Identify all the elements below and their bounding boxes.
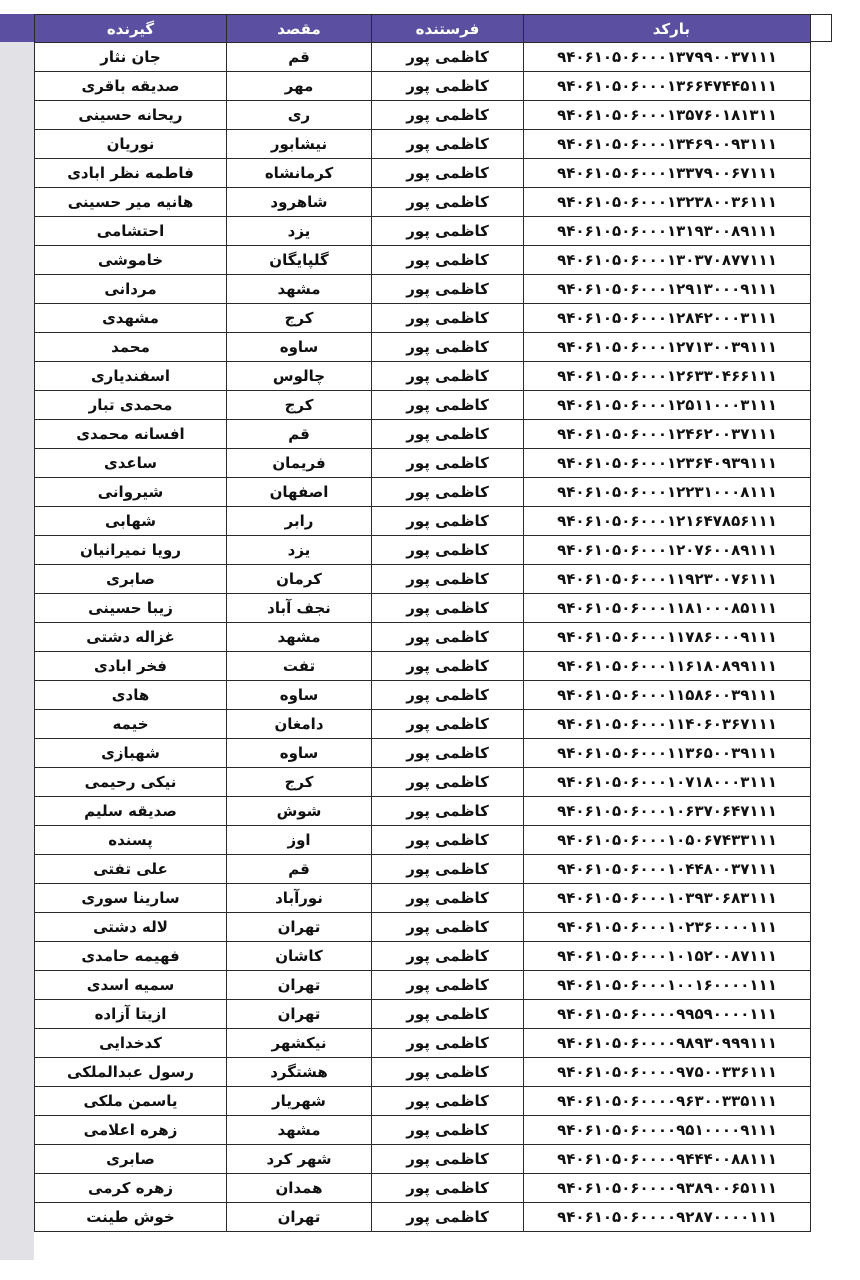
cell-destination[interactable]: مشهد xyxy=(227,275,372,304)
cell-destination[interactable]: نورآباد xyxy=(227,884,372,913)
cell-destination[interactable]: ساوه xyxy=(227,681,372,710)
cell-sender[interactable]: کاظمی پور xyxy=(372,710,524,739)
cell-receiver[interactable]: احتشامی xyxy=(35,217,227,246)
cell-sender[interactable]: کاظمی پور xyxy=(372,1058,524,1087)
cell-receiver[interactable]: ازیتا آزاده xyxy=(35,1000,227,1029)
cell-sender[interactable]: کاظمی پور xyxy=(372,478,524,507)
table-row[interactable] xyxy=(35,681,811,710)
cell-sender[interactable]: کاظمی پور xyxy=(372,188,524,217)
cell-barcode[interactable]: ۹۴۰۶۱۰۵۰۶۰۰۰۰۹۸۹۳۰۹۹۹۱۱۱ xyxy=(524,1029,811,1058)
cell-destination[interactable]: کرمانشاه xyxy=(227,159,372,188)
cell-sender[interactable]: کاظمی پور xyxy=(372,333,524,362)
cell-sender[interactable]: کاظمی پور xyxy=(372,449,524,478)
table-row[interactable] xyxy=(35,1087,811,1116)
header-receiver[interactable]: گیرنده xyxy=(35,15,227,43)
cell-receiver[interactable]: غزاله دشتی xyxy=(35,623,227,652)
cell-receiver[interactable]: رسول عبدالملکی xyxy=(35,1058,227,1087)
cell-barcode[interactable]: ۹۴۰۶۱۰۵۰۶۰۰۰۱۳۴۶۹۰۰۹۳۱۱۱ xyxy=(524,130,811,159)
cell-sender[interactable]: کاظمی پور xyxy=(372,768,524,797)
cell-sender[interactable]: کاظمی پور xyxy=(372,942,524,971)
cell-barcode[interactable]: ۹۴۰۶۱۰۵۰۶۰۰۰۱۰۶۳۷۰۶۴۷۱۱۱ xyxy=(524,797,811,826)
table-row[interactable] xyxy=(35,43,811,72)
cell-barcode[interactable]: ۹۴۰۶۱۰۵۰۶۰۰۰۱۱۶۱۸۰۸۹۹۱۱۱ xyxy=(524,652,811,681)
cell-destination[interactable]: اوز xyxy=(227,826,372,855)
cell-barcode[interactable]: ۹۴۰۶۱۰۵۰۶۰۰۰۱۱۹۲۳۰۰۷۶۱۱۱ xyxy=(524,565,811,594)
cell-barcode[interactable]: ۹۴۰۶۱۰۵۰۶۰۰۰۱۰۷۱۸۰۰۰۳۱۱۱ xyxy=(524,768,811,797)
table-row[interactable] xyxy=(35,217,811,246)
table-row[interactable] xyxy=(35,1000,811,1029)
cell-barcode[interactable]: ۹۴۰۶۱۰۵۰۶۰۰۰۱۳۳۷۹۰۰۶۷۱۱۱ xyxy=(524,159,811,188)
header-band-extension xyxy=(0,14,34,42)
cell-barcode[interactable]: ۹۴۰۶۱۰۵۰۶۰۰۰۱۳۶۶۴۷۴۴۵۱۱۱ xyxy=(524,72,811,101)
cell-receiver[interactable]: زهره کرمی xyxy=(35,1174,227,1203)
cell-barcode[interactable]: ۹۴۰۶۱۰۵۰۶۰۰۰۱۰۱۵۲۰۰۸۷۱۱۱ xyxy=(524,942,811,971)
table-row[interactable] xyxy=(35,913,811,942)
cell-destination[interactable]: کرج xyxy=(227,391,372,420)
table-row[interactable] xyxy=(35,246,811,275)
cell-sender[interactable]: کاظمی پور xyxy=(372,1145,524,1174)
cell-sender[interactable]: کاظمی پور xyxy=(372,391,524,420)
table-row[interactable] xyxy=(35,362,811,391)
cell-sender[interactable]: کاظمی پور xyxy=(372,681,524,710)
cell-barcode[interactable]: ۹۴۰۶۱۰۵۰۶۰۰۰۱۳۵۷۶۰۱۸۱۳۱۱ xyxy=(524,101,811,130)
cell-barcode[interactable]: ۹۴۰۶۱۰۵۰۶۰۰۰۰۹۹۵۹۰۰۰۰۱۱۱ xyxy=(524,1000,811,1029)
cell-receiver[interactable]: صدیقه باقری xyxy=(35,72,227,101)
cell-sender[interactable]: کاظمی پور xyxy=(372,913,524,942)
table-row[interactable] xyxy=(35,594,811,623)
cell-barcode[interactable]: ۹۴۰۶۱۰۵۰۶۰۰۰۱۱۷۸۶۰۰۰۹۱۱۱ xyxy=(524,623,811,652)
shipments-table xyxy=(34,14,811,1232)
cell-barcode[interactable]: ۹۴۰۶۱۰۵۰۶۰۰۰۱۳۰۳۷۰۸۷۷۱۱۱ xyxy=(524,246,811,275)
table-row[interactable] xyxy=(35,1174,811,1203)
cell-sender[interactable]: کاظمی پور xyxy=(372,246,524,275)
table-row[interactable] xyxy=(35,797,811,826)
cell-destination[interactable]: ری xyxy=(227,101,372,130)
cell-destination[interactable]: نیشابور xyxy=(227,130,372,159)
cell-destination[interactable]: ساوه xyxy=(227,739,372,768)
cell-sender[interactable]: کاظمی پور xyxy=(372,623,524,652)
cell-destination[interactable]: رابر xyxy=(227,507,372,536)
table-row[interactable] xyxy=(35,1145,811,1174)
table-row[interactable] xyxy=(35,159,811,188)
cell-destination[interactable]: گلپایگان xyxy=(227,246,372,275)
left-margin-strip xyxy=(0,42,34,1260)
cell-receiver[interactable]: فخر ابادی xyxy=(35,652,227,681)
cell-receiver[interactable]: جان نثار xyxy=(35,43,227,72)
cell-barcode[interactable]: ۹۴۰۶۱۰۵۰۶۰۰۰۱۱۴۰۶۰۳۶۷۱۱۱ xyxy=(524,710,811,739)
cell-destination[interactable]: تهران xyxy=(227,971,372,1000)
table-row[interactable] xyxy=(35,130,811,159)
cell-receiver[interactable]: هادی xyxy=(35,681,227,710)
table-row[interactable] xyxy=(35,739,811,768)
cell-sender[interactable]: کاظمی پور xyxy=(372,72,524,101)
cell-destination[interactable]: کرج xyxy=(227,304,372,333)
table-row[interactable] xyxy=(35,768,811,797)
cell-destination[interactable]: شهر کرد xyxy=(227,1145,372,1174)
cell-barcode[interactable]: ۹۴۰۶۱۰۵۰۶۰۰۰۱۲۹۱۳۰۰۰۹۱۱۱ xyxy=(524,275,811,304)
cell-receiver[interactable]: فهیمه حامدی xyxy=(35,942,227,971)
cell-receiver[interactable]: شیروانی xyxy=(35,478,227,507)
table-row[interactable] xyxy=(35,623,811,652)
cell-sender[interactable]: کاظمی پور xyxy=(372,101,524,130)
cell-sender[interactable]: کاظمی پور xyxy=(372,565,524,594)
table-row[interactable] xyxy=(35,710,811,739)
cell-sender[interactable]: کاظمی پور xyxy=(372,507,524,536)
cell-sender[interactable]: کاظمی پور xyxy=(372,594,524,623)
header-row xyxy=(35,15,811,43)
cell-destination[interactable]: یزد xyxy=(227,536,372,565)
cell-receiver[interactable]: مشهدی xyxy=(35,304,227,333)
cell-destination[interactable]: مشهد xyxy=(227,1116,372,1145)
table-row[interactable] xyxy=(35,971,811,1000)
cell-sender[interactable]: کاظمی پور xyxy=(372,420,524,449)
cell-barcode[interactable]: ۹۴۰۶۱۰۵۰۶۰۰۰۱۱۳۶۵۰۰۳۹۱۱۱ xyxy=(524,739,811,768)
table-row[interactable] xyxy=(35,304,811,333)
cell-destination[interactable]: قم xyxy=(227,420,372,449)
cell-barcode[interactable]: ۹۴۰۶۱۰۵۰۶۰۰۰۱۰۵۰۶۷۴۳۳۱۱۱ xyxy=(524,826,811,855)
cell-receiver[interactable]: رویا نمیرانیان xyxy=(35,536,227,565)
spreadsheet xyxy=(34,14,810,1232)
cell-destination[interactable]: کرمان xyxy=(227,565,372,594)
cell-sender[interactable]: کاظمی پور xyxy=(372,855,524,884)
table-row[interactable] xyxy=(35,855,811,884)
table-row[interactable] xyxy=(35,942,811,971)
header-sender[interactable]: فرستنده xyxy=(372,15,524,43)
header-barcode[interactable]: بارکد xyxy=(524,15,811,43)
table-row[interactable] xyxy=(35,507,811,536)
table-row[interactable] xyxy=(35,188,811,217)
cell-barcode[interactable]: ۹۴۰۶۱۰۵۰۶۰۰۰۰۹۴۴۴۰۰۸۸۱۱۱ xyxy=(524,1145,811,1174)
cell-receiver[interactable]: خیمه xyxy=(35,710,227,739)
cell-destination[interactable]: تفت xyxy=(227,652,372,681)
cell-barcode[interactable]: ۹۴۰۶۱۰۵۰۶۰۰۰۱۲۱۶۴۷۸۵۶۱۱۱ xyxy=(524,507,811,536)
cell-receiver[interactable]: افسانه محمدی xyxy=(35,420,227,449)
cell-barcode[interactable]: ۹۴۰۶۱۰۵۰۶۰۰۰۰۹۶۳۰۰۳۳۵۱۱۱ xyxy=(524,1087,811,1116)
cell-barcode[interactable]: ۹۴۰۶۱۰۵۰۶۰۰۰۱۲۴۶۲۰۰۳۷۱۱۱ xyxy=(524,420,811,449)
cell-sender[interactable]: کاظمی پور xyxy=(372,1203,524,1232)
cell-destination[interactable]: شوش xyxy=(227,797,372,826)
cell-destination[interactable]: قم xyxy=(227,855,372,884)
cell-receiver[interactable]: علی تفتی xyxy=(35,855,227,884)
table-body xyxy=(35,43,811,1232)
cell-destination[interactable]: شاهرود xyxy=(227,188,372,217)
header-corner-cell xyxy=(810,14,832,42)
cell-barcode[interactable]: ۹۴۰۶۱۰۵۰۶۰۰۰۱۲۳۶۴۰۹۳۹۱۱۱ xyxy=(524,449,811,478)
cell-destination[interactable]: مشهد xyxy=(227,623,372,652)
cell-destination[interactable]: تهران xyxy=(227,1000,372,1029)
cell-barcode[interactable]: ۹۴۰۶۱۰۵۰۶۰۰۰۱۲۲۳۱۰۰۰۸۱۱۱ xyxy=(524,478,811,507)
table-row[interactable] xyxy=(35,1116,811,1145)
cell-receiver[interactable]: نوریان xyxy=(35,130,227,159)
cell-sender[interactable]: کاظمی پور xyxy=(372,971,524,1000)
cell-sender[interactable]: کاظمی پور xyxy=(372,275,524,304)
cell-barcode[interactable]: ۹۴۰۶۱۰۵۰۶۰۰۰۱۲۰۷۶۰۰۸۹۱۱۱ xyxy=(524,536,811,565)
cell-barcode[interactable]: ۹۴۰۶۱۰۵۰۶۰۰۰۱۱۵۸۶۰۰۳۹۱۱۱ xyxy=(524,681,811,710)
cell-barcode[interactable]: ۹۴۰۶۱۰۵۰۶۰۰۰۱۱۸۱۰۰۰۸۵۱۱۱ xyxy=(524,594,811,623)
cell-sender[interactable]: کاظمی پور xyxy=(372,130,524,159)
cell-destination[interactable]: کرج xyxy=(227,768,372,797)
cell-barcode[interactable]: ۹۴۰۶۱۰۵۰۶۰۰۰۰۹۲۸۷۰۰۰۰۱۱۱ xyxy=(524,1203,811,1232)
table-row[interactable] xyxy=(35,72,811,101)
cell-destination[interactable]: شهریار xyxy=(227,1087,372,1116)
cell-destination[interactable]: مهر xyxy=(227,72,372,101)
cell-receiver[interactable]: سمیه اسدی xyxy=(35,971,227,1000)
table-row[interactable] xyxy=(35,536,811,565)
cell-destination[interactable]: تهران xyxy=(227,1203,372,1232)
cell-sender[interactable]: کاظمی پور xyxy=(372,797,524,826)
cell-destination[interactable]: نجف آباد xyxy=(227,594,372,623)
cell-destination[interactable]: کاشان xyxy=(227,942,372,971)
cell-destination[interactable]: نیکشهر xyxy=(227,1029,372,1058)
cell-receiver[interactable]: زهره اعلامی xyxy=(35,1116,227,1145)
cell-barcode[interactable]: ۹۴۰۶۱۰۵۰۶۰۰۰۱۲۶۳۳۰۴۶۶۱۱۱ xyxy=(524,362,811,391)
table-row[interactable] xyxy=(35,1203,811,1232)
cell-sender[interactable]: کاظمی پور xyxy=(372,1000,524,1029)
cell-barcode[interactable]: ۹۴۰۶۱۰۵۰۶۰۰۰۱۰۲۳۶۰۰۰۰۱۱۱ xyxy=(524,913,811,942)
table-row[interactable] xyxy=(35,420,811,449)
table-row[interactable] xyxy=(35,565,811,594)
cell-receiver[interactable]: سارینا سوری xyxy=(35,884,227,913)
cell-receiver[interactable]: یاسمن ملکی xyxy=(35,1087,227,1116)
table-row[interactable] xyxy=(35,478,811,507)
cell-barcode[interactable]: ۹۴۰۶۱۰۵۰۶۰۰۰۱۰۰۱۶۰۰۰۰۱۱۱ xyxy=(524,971,811,1000)
table-row[interactable] xyxy=(35,884,811,913)
table-row[interactable] xyxy=(35,275,811,304)
table-row[interactable] xyxy=(35,391,811,420)
cell-destination[interactable]: هشتگرد xyxy=(227,1058,372,1087)
header-destination[interactable]: مقصد xyxy=(227,15,372,43)
table-row[interactable] xyxy=(35,449,811,478)
cell-receiver[interactable]: مردانی xyxy=(35,275,227,304)
cell-sender[interactable]: کاظمی پور xyxy=(372,884,524,913)
cell-receiver[interactable]: هانیه میر حسینی xyxy=(35,188,227,217)
cell-sender[interactable]: کاظمی پور xyxy=(372,1116,524,1145)
cell-barcode[interactable]: ۹۴۰۶۱۰۵۰۶۰۰۰۱۰۳۹۳۰۶۸۳۱۱۱ xyxy=(524,884,811,913)
cell-sender[interactable]: کاظمی پور xyxy=(372,43,524,72)
cell-receiver[interactable]: لاله دشتی xyxy=(35,913,227,942)
table-row[interactable] xyxy=(35,652,811,681)
cell-barcode[interactable]: ۹۴۰۶۱۰۵۰۶۰۰۰۱۳۱۹۳۰۰۸۹۱۱۱ xyxy=(524,217,811,246)
cell-sender[interactable]: کاظمی پور xyxy=(372,159,524,188)
cell-receiver[interactable]: محمدی تبار xyxy=(35,391,227,420)
cell-sender[interactable]: کاظمی پور xyxy=(372,739,524,768)
cell-receiver[interactable]: کدخدایی xyxy=(35,1029,227,1058)
cell-barcode[interactable]: ۹۴۰۶۱۰۵۰۶۰۰۰۱۲۵۱۱۰۰۰۳۱۱۱ xyxy=(524,391,811,420)
cell-receiver[interactable]: ریحانه حسینی xyxy=(35,101,227,130)
cell-destination[interactable]: دامغان xyxy=(227,710,372,739)
cell-sender[interactable]: کاظمی پور xyxy=(372,304,524,333)
cell-sender[interactable]: کاظمی پور xyxy=(372,217,524,246)
cell-sender[interactable]: کاظمی پور xyxy=(372,536,524,565)
cell-barcode[interactable]: ۹۴۰۶۱۰۵۰۶۰۰۰۰۹۵۱۰۰۰۰۹۱۱۱ xyxy=(524,1116,811,1145)
cell-receiver[interactable]: پسنده xyxy=(35,826,227,855)
cell-receiver[interactable]: شهابی xyxy=(35,507,227,536)
cell-receiver[interactable]: صابری xyxy=(35,1145,227,1174)
cell-destination[interactable]: قم xyxy=(227,43,372,72)
table-row[interactable] xyxy=(35,333,811,362)
cell-receiver[interactable]: خوش طینت xyxy=(35,1203,227,1232)
cell-sender[interactable]: کاظمی پور xyxy=(372,362,524,391)
cell-destination[interactable]: همدان xyxy=(227,1174,372,1203)
cell-barcode[interactable]: ۹۴۰۶۱۰۵۰۶۰۰۰۰۹۳۸۹۰۰۶۵۱۱۱ xyxy=(524,1174,811,1203)
cell-barcode[interactable]: ۹۴۰۶۱۰۵۰۶۰۰۰۱۳۲۳۸۰۰۳۶۱۱۱ xyxy=(524,188,811,217)
cell-sender[interactable]: کاظمی پور xyxy=(372,1174,524,1203)
cell-sender[interactable]: کاظمی پور xyxy=(372,652,524,681)
table-row[interactable] xyxy=(35,1029,811,1058)
cell-destination[interactable]: اصفهان xyxy=(227,478,372,507)
cell-destination[interactable]: ساوه xyxy=(227,333,372,362)
cell-receiver[interactable]: صدیقه سلیم xyxy=(35,797,227,826)
cell-receiver[interactable]: اسفندیاری xyxy=(35,362,227,391)
cell-destination[interactable]: فریمان xyxy=(227,449,372,478)
cell-sender[interactable]: کاظمی پور xyxy=(372,1029,524,1058)
cell-receiver[interactable]: نیکی رحیمی xyxy=(35,768,227,797)
cell-receiver[interactable]: صابری xyxy=(35,565,227,594)
cell-barcode[interactable]: ۹۴۰۶۱۰۵۰۶۰۰۰۱۳۷۹۹۰۰۳۷۱۱۱ xyxy=(524,43,811,72)
cell-receiver[interactable]: محمد xyxy=(35,333,227,362)
table-row[interactable] xyxy=(35,101,811,130)
cell-receiver[interactable]: ساعدی xyxy=(35,449,227,478)
cell-receiver[interactable]: شهبازی xyxy=(35,739,227,768)
cell-receiver[interactable]: فاطمه نظر ابادی xyxy=(35,159,227,188)
cell-barcode[interactable]: ۹۴۰۶۱۰۵۰۶۰۰۰۰۹۷۵۰۰۳۳۶۱۱۱ xyxy=(524,1058,811,1087)
cell-destination[interactable]: یزد xyxy=(227,217,372,246)
cell-destination[interactable]: چالوس xyxy=(227,362,372,391)
cell-receiver[interactable]: خاموشی xyxy=(35,246,227,275)
cell-barcode[interactable]: ۹۴۰۶۱۰۵۰۶۰۰۰۱۰۴۴۸۰۰۳۷۱۱۱ xyxy=(524,855,811,884)
cell-sender[interactable]: کاظمی پور xyxy=(372,1087,524,1116)
cell-barcode[interactable]: ۹۴۰۶۱۰۵۰۶۰۰۰۱۲۷۱۳۰۰۳۹۱۱۱ xyxy=(524,333,811,362)
cell-barcode[interactable]: ۹۴۰۶۱۰۵۰۶۰۰۰۱۲۸۴۲۰۰۰۳۱۱۱ xyxy=(524,304,811,333)
cell-receiver[interactable]: زیبا حسینی xyxy=(35,594,227,623)
table-row[interactable] xyxy=(35,826,811,855)
cell-sender[interactable]: کاظمی پور xyxy=(372,826,524,855)
table-row[interactable] xyxy=(35,1058,811,1087)
cell-destination[interactable]: تهران xyxy=(227,913,372,942)
